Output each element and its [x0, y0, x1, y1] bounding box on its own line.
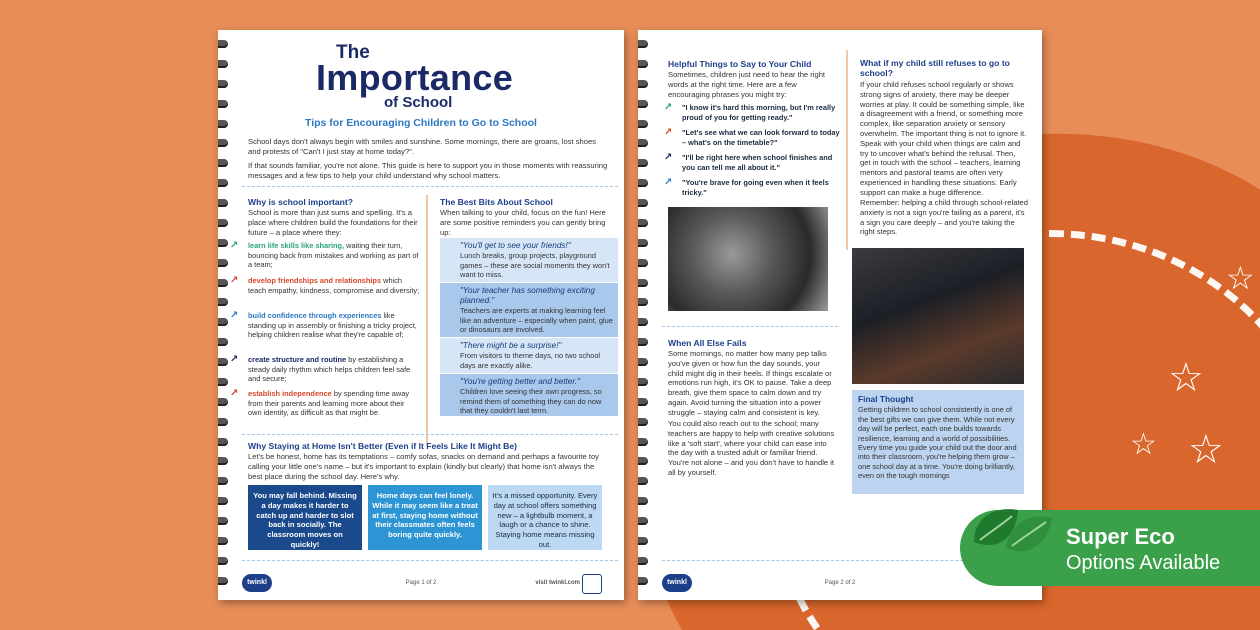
reminder-box: "You're getting better and better." Children love seeing their own progress, so remind them of something they can do now that they couldn't last term.	[440, 374, 618, 416]
title-of-school: of School	[384, 94, 453, 111]
star-icon: ☆	[1226, 259, 1255, 297]
refuse-text: If your child refuses school regularly or shows strong signs of anxiety, there may be deeper worries at play. It could be something simple, like a disagreement with a friend, or something more complex, like separation anxiety or sensory overwhelm. The important thing is not to ignore it. Speak with your child when things are calm and try to uncover what's behind the refusal. Then, get in touch with the school – teachers, learning mentors and pastoral teams are often very experienced in handling these situations. Early support can make a huge difference.	[860, 80, 1027, 197]
why-heading: Why is school important?	[248, 197, 354, 207]
checkmark-icon: ↗	[664, 102, 673, 113]
list-item: ↗ develop friendships and relationships which teach empathy, kindness, compromise and diversity;	[230, 275, 420, 295]
checkmark-icon: ↗	[230, 275, 239, 286]
fails-heading: When All Else Fails	[668, 338, 747, 348]
checkmark-icon: ↗	[230, 388, 239, 399]
final-heading: Final Thought	[858, 394, 914, 404]
home-heading: Why Staying at Home Isn't Better (Even if It Feels Like It Might Be)	[248, 441, 517, 451]
final-text: Getting children to school consistently is one of the best gifts we can give them. While not every day will be perfect, each one builds towards resilience, learning and a world of possibilities. Every time you guide your child out the door and into their classroom, you're helping them grow – one school day at a time. You're doing brilliantly, even on the tough mornings	[858, 405, 1017, 481]
phrase-item: ↗ "Let's see what we can look forward to today – what's on the timetable?"	[664, 127, 840, 147]
subtitle: Tips for Encouraging Children to Go to School	[305, 117, 537, 129]
twinkl-logo: twinkl	[242, 574, 272, 592]
page-number: Page 1 of 2	[405, 580, 437, 586]
visit-link[interactable]: visit twinkl.com	[535, 580, 580, 586]
checkmark-icon: ↗	[230, 310, 239, 321]
reminder-box: "There might be a surprise!" From visitors to theme days, no two school days are exactly alike.	[440, 338, 618, 373]
twinkl-logo: twinkl	[662, 574, 692, 592]
reason-box: Home days can feel lonely. While it may seem like a treat at first, staying home without their classmates often feels boring quite quickly.	[368, 485, 482, 550]
list-item: ↗ create structure and routine by establishing a steady daily rhythm which helps children feel safe and secure;	[230, 354, 411, 384]
column-divider	[846, 50, 848, 250]
eco-subtitle: Options Available	[1066, 552, 1221, 574]
intro-paragraph-1: School days don't always begin with smiles and sunshine. Some mornings, there are groans, lost shoes and protests of "Can't I just stay at home today?".	[248, 137, 596, 156]
reason-box: It's a missed opportunity. Every day at school offers something new – a lightbulb moment, a laugh or a chance to shine. Staying home means missing out.	[488, 485, 602, 550]
eco-title: Super Eco	[1066, 524, 1175, 549]
star-icon: ☆	[1188, 427, 1224, 473]
divider	[242, 434, 618, 435]
leaf-icon	[966, 496, 1058, 580]
phrase-item: ↗ "I know it's hard this morning, but I'm really proud of you for getting ready."	[664, 102, 836, 122]
best-text: When talking to your child, focus on the fun! Here are some positive reminders you can gently bring up:	[440, 208, 606, 237]
list-item: ↗ establish independence by spending time away from their parents and learning more about their own identity, as difficult as that might be.	[230, 388, 410, 418]
divider	[242, 186, 618, 187]
fails-text-2: You could also reach out to the school; many teachers are happy to help with creative solutions like a 'soft start', where your child can ease into the day with a trusted adult or familiar friend. You're not alone – and you don't have to handle it all by yourself.	[668, 419, 835, 477]
final-thought-box	[852, 390, 1024, 494]
checkmark-icon: ↗	[230, 240, 239, 251]
checkmark-icon: ↗	[230, 354, 239, 365]
reminder-box: "Your teacher has something exciting planned." Teachers are experts at making learning feel like an adventure – especially when paint, glue or dinosaurs are involved.	[440, 283, 618, 337]
remember-text: Remember: helping a child through school-related anxiety is not a sign you're failing as a parent, it's a sign you care deeply – and you're taking the right steps.	[860, 198, 1029, 237]
phrase-item: ↗ "I'll be right here when school finishes and you can tell me all about it."	[664, 152, 833, 172]
page-footer	[218, 570, 624, 600]
intro-paragraph-2: If that sounds familiar, you're not alone. This guide is here to support you in those moments with reassuring messages and a few tips to help your child understand why school matters.	[248, 161, 608, 180]
spiral-binding	[638, 40, 656, 585]
phrase-item: ↗ "You're brave for going even when it feels tricky."	[664, 177, 829, 197]
quality-badge-icon	[582, 574, 602, 594]
checkmark-icon: ↗	[664, 127, 673, 138]
why-text: School is more than just sums and spelling. It's a place where children build the foundations for their future – a place where they:	[248, 208, 418, 237]
column-divider	[426, 195, 428, 445]
divider	[662, 326, 838, 327]
divider	[242, 560, 618, 561]
best-heading: The Best Bits About School	[440, 197, 553, 207]
reason-box: You may fall behind. Missing a day makes it harder to catch up and harder to slot back in socially. The classroom moves on quickly!	[248, 485, 362, 550]
worksheet-page-1	[218, 30, 624, 600]
reminder-box: "You'll get to see your friends!" Lunch breaks, group projects, playground games – these are social moments they won't want to miss.	[440, 238, 618, 282]
refuse-heading: What if my child still refuses to go to school?	[860, 58, 1010, 78]
checkmark-icon: ↗	[664, 152, 673, 163]
home-text: Let's be honest, home has its temptations – comfy sofas, snacks on demand and perhaps a favourite toy calling your little one's name – but it's important to explain (kindly but clearly) that home isn't always the best place during the school day. Here's why.	[248, 452, 599, 481]
title-main: Importance	[316, 57, 514, 98]
helpful-text: Sometimes, children just need to hear the right words at the right time. Here are a few encouraging phrases you might try:	[668, 70, 826, 99]
star-icon: ☆	[1130, 427, 1157, 462]
page-number: Page 2 of 2	[824, 580, 856, 586]
photo-parent-hugging-child	[668, 207, 828, 311]
checkmark-icon: ↗	[664, 177, 673, 188]
helpful-heading: Helpful Things to Say to Your Child	[668, 59, 812, 69]
list-item: ↗ build confidence through experiences like standing up in assembly or finishing a tricky project, helping children realise what they're capable of;	[230, 310, 417, 340]
photo-parent-walking-child-to-school	[852, 248, 1024, 384]
fails-text-1: Some mornings, no matter how many pep talks you've given or how fun the day sounds, your child might dig in their heels. If things escalate or emotions run high, it's OK to pause. Take a deep breath, give them space to calm down and try again. Avoid turning the situation into a power struggle – staying calm and consistent is key.	[668, 349, 832, 417]
title-the: The	[336, 42, 370, 63]
list-item: ↗ learn life skills like sharing, waiting their turn, bouncing back from mistakes and working as part of a team;	[230, 240, 419, 270]
star-icon: ☆	[1168, 355, 1204, 401]
